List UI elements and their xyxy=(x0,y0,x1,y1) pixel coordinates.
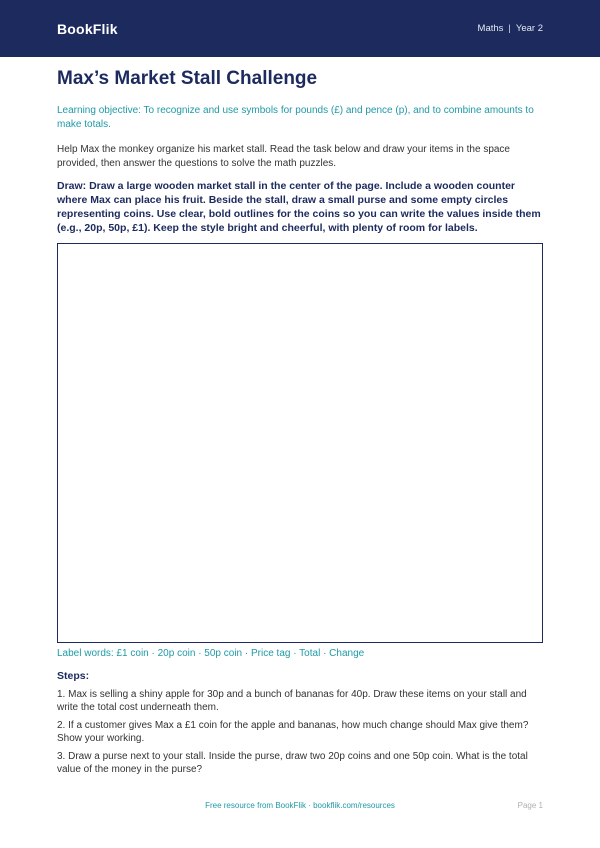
step-item: 1. Max is selling a shiny apple for 30p and a bunch of bananas for 40p. Draw these items on your stall and write the total cost underneath them. xyxy=(57,689,527,713)
intro-text: Help Max the monkey organize his market stall. Read the task below and draw your items in the space provided, then answer the questions to solve the math puzzles. xyxy=(57,144,510,169)
draw-instruction: Draw: Draw a large wooden market stall in the center of the page. Include a wooden counter where Max can place his fruit. Beside the stall, draw a small purse and some empty circles representing coins. Use clear, bold outlines for the coins so you can write the values inside them (e.g., 20p, 50p, £1). Keep the style bright and cheerful, with plenty of room for labels. xyxy=(57,180,541,234)
steps-heading: Steps: xyxy=(57,670,90,682)
step-item: 3. Draw a purse next to your stall. Inside the purse, draw two 20p coins and one 50p coin. What is the total value of the money in the purse? xyxy=(57,751,528,775)
brand-logo: BookFlik xyxy=(57,20,118,37)
learning-objective: Learning objective: To recognize and use symbols for pounds (£) and pence (p), and to combine amounts to make totals. xyxy=(57,105,534,130)
meta-separator: | xyxy=(508,23,511,34)
step-item: 2. If a customer gives Max a £1 coin for the apple and bananas, how much change should Max give them? Show your working. xyxy=(57,720,529,744)
footer-credit: Free resource from BookFlik · bookflik.com/resources xyxy=(205,801,395,810)
year-label: Year 2 xyxy=(515,23,543,34)
header-bar xyxy=(0,0,600,57)
page-number: Page 1 xyxy=(517,801,543,810)
steps-list xyxy=(57,688,543,781)
subject-label: Maths xyxy=(477,23,504,34)
header-meta xyxy=(478,23,543,34)
drawing-area[interactable] xyxy=(57,243,543,643)
worksheet-content xyxy=(57,62,543,235)
label-words: Label words: £1 coin · 20p coin · 50p coin · Price tag · Total · Change xyxy=(57,648,365,659)
page-title: Max’s Market Stall Challenge xyxy=(57,68,318,89)
